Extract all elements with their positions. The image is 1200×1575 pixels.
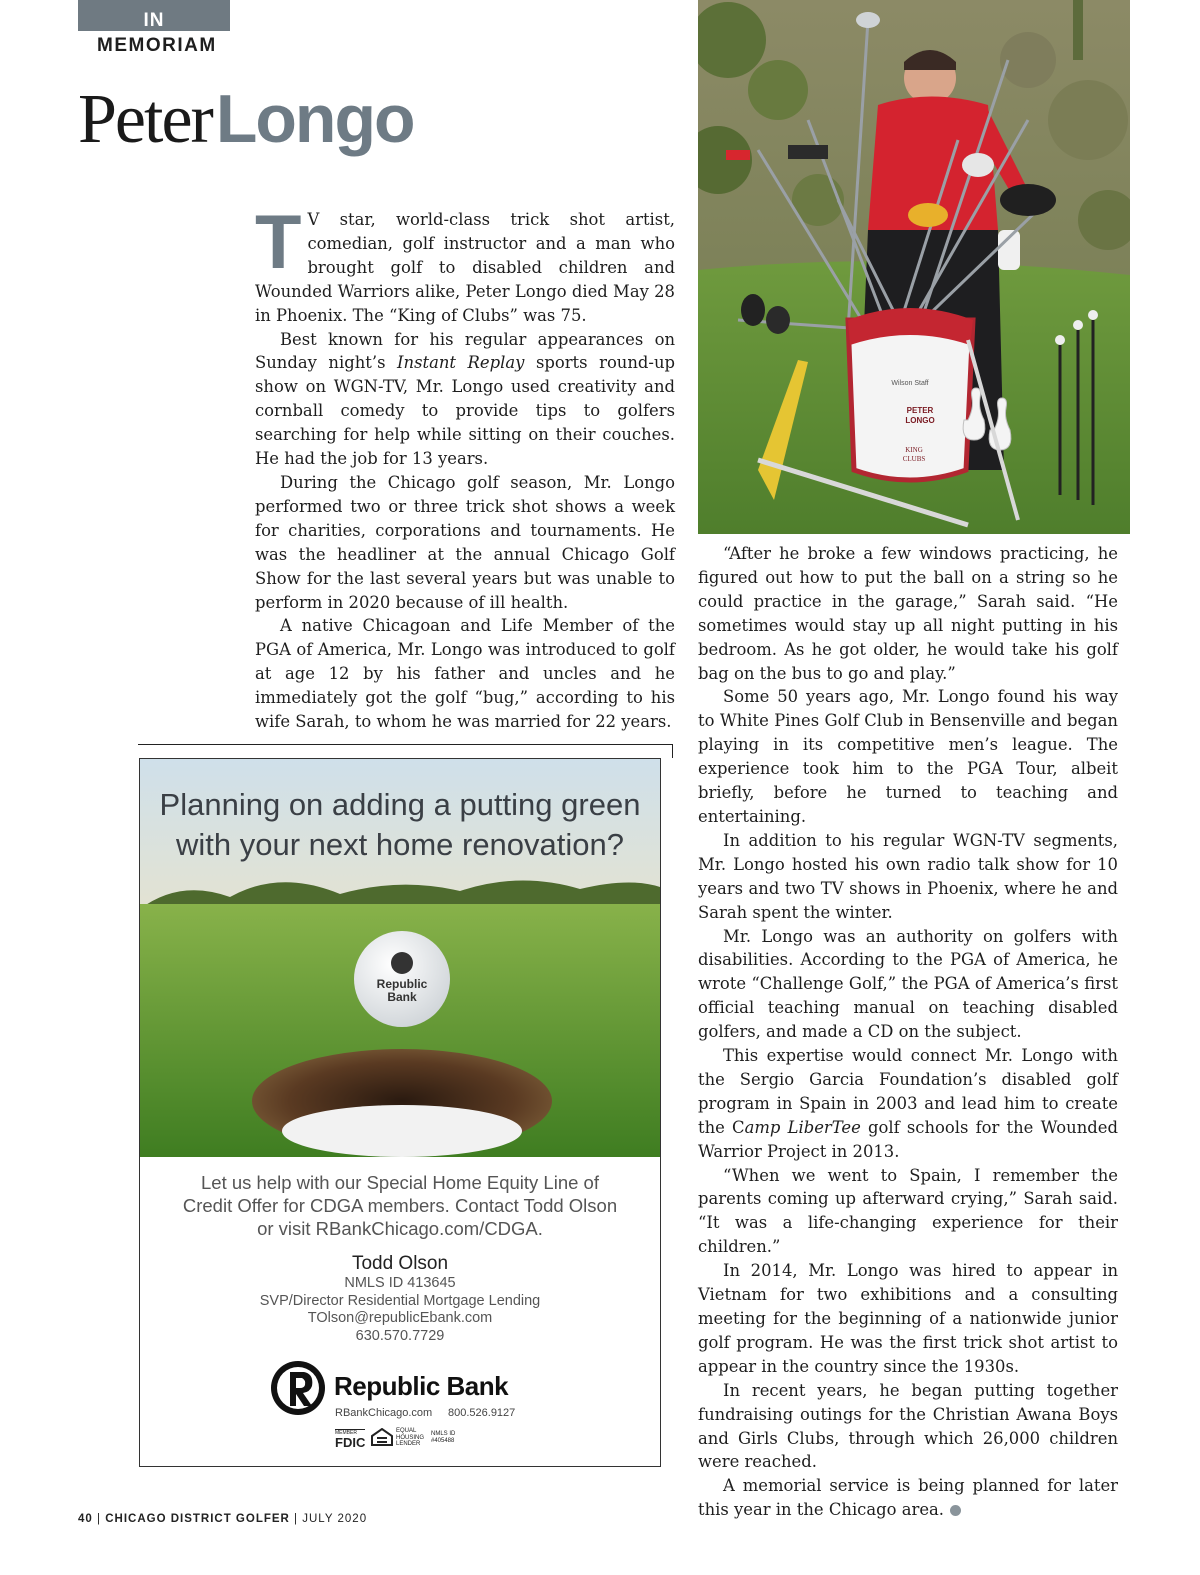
fdic-member-label: MEMBER: [335, 1430, 357, 1436]
ehl-line1: EQUAL: [396, 1428, 417, 1434]
ad-bank-name: Republic Bank: [334, 1371, 509, 1401]
bag-crest-line1: KING: [905, 446, 923, 454]
article-paragraph-13: [698, 1474, 1118, 1522]
section-tag-line2: MEMORIAM: [97, 35, 217, 56]
fdic-label: FDIC: [335, 1435, 366, 1450]
ad-body-copy: [140, 1171, 660, 1240]
paragraph-13-text: A memorial service is being planned for later this year in the Chicago area.: [698, 1476, 1118, 1520]
ad-body-line1: Let us help with our Special Home Equity Line of: [201, 1172, 599, 1193]
ad-contact-email[interactable]: TOlson@republicEbank.com: [307, 1310, 493, 1326]
article-paragraph-1: [255, 200, 675, 328]
end-mark-icon: [950, 1505, 961, 1516]
article-paragraph-7: In addition to his regular WGN-TV segments, Mr. Longo hosted his own radio talk show for 10 years and two TV shows in Phoenix, where he and Sarah spent the winter.: [698, 830, 1118, 922]
ad-body-line3[interactable]: or visit RBankChicago.com/CDGA.: [257, 1218, 543, 1239]
ad-bank-url[interactable]: RBankChicago.com: [335, 1407, 433, 1419]
peter-longo-photo: [698, 0, 1130, 534]
page-footer: [78, 1513, 367, 1525]
ad-contact-info: [140, 1275, 660, 1345]
ehl-line2: HOUSING: [396, 1434, 425, 1441]
show-title-italic: Instant Replay: [397, 353, 525, 373]
article-paragraph-10: “When we went to Spain, I remember the parents coming up afterward crying,” Sarah said. “It was a life-changing experience for their children.”: [698, 1165, 1118, 1257]
article-paragraph-12: In recent years, he began putting together fundraising outings for the Christian Awana Boys and Girls Clubs, through which 26,000 children were reached.: [698, 1380, 1118, 1472]
bank-nmls-line2: #405488: [431, 1437, 455, 1444]
fdic-member-badge: [335, 1429, 365, 1449]
equal-housing-lender-text: [396, 1428, 430, 1448]
headline-last-name: Longo: [215, 81, 414, 157]
headline-first-name: Peter: [78, 81, 212, 158]
ball-logo-line1: Republic: [376, 977, 428, 991]
footer-separator: |: [97, 1513, 101, 1525]
paragraph-2-text-b: sports round-up show on WGN-TV, Mr. Longo used creativity and cornball comedy to provide tips to golfers searching for help while sitting on their couches. He had the job for 13 years.: [255, 353, 676, 469]
ad-body-line2: Credit Offer for CDGA members. Contact Todd Olson: [182, 1195, 618, 1216]
ad-headline: [140, 785, 660, 865]
ball-logo-line2: Bank: [387, 990, 417, 1004]
page-number: 40: [78, 1513, 93, 1525]
paragraph-9-text-a: This expertise would connect Mr. Longo with the Sergio Garcia Foundation’s disabled golf program in Spain in 2003 and lead him to create the C: [698, 1046, 1118, 1137]
article-paragraph-6: Some 50 years ago, Mr. Longo found his way to White Pines Golf Club in Bensenville and began playing in its competitive men’s league. The experience took him to the PGA Tour, albeit briefly, before he turned to teaching and entertaining.: [698, 687, 1118, 826]
bank-nmls-id: [431, 1431, 463, 1444]
paragraph-9-text-b: golf schools for the Wounded Warrior Project in 2013.: [698, 1117, 1118, 1161]
ehl-line3: LENDER: [396, 1441, 421, 1447]
paragraph-1-text: V star, world-class trick shot artist, comedian, golf instructor and a man who brought golf to disabled children and Wounded Warriors alike, Peter Longo died May 28 in Phoenix. The “King of Clubs” was 75.: [255, 210, 675, 325]
article-headline: [78, 81, 414, 158]
ad-divider-rule: [138, 744, 673, 745]
article-paragraph-4: A native Chicagoan and Life Member of the PGA of America, Mr. Longo was introduced to golf at age 12 by his father and uncles and he immediately got the golf “bug,” according to his wife Sarah, to whom he was married for 22 years.: [255, 616, 675, 732]
magazine-name: CHICAGO DISTRICT GOLFER: [105, 1513, 290, 1525]
ad-contact-name: Todd Olson: [351, 1253, 449, 1274]
bank-nmls-line1: NMLS ID: [431, 1431, 456, 1437]
ad-divider-rule-tick: [672, 744, 673, 758]
footer-separator-2: |: [294, 1513, 299, 1525]
issue-date: JULY 2020: [302, 1513, 368, 1525]
ad-contact-title: SVP/Director Residential Mortgage Lending: [259, 1292, 541, 1309]
equal-housing-icon: [370, 1428, 394, 1446]
ad-headline-line1: Planning on adding a putting green: [159, 787, 641, 822]
republic-bank-logo-icon: [270, 1360, 326, 1416]
ad-headline-line2: with your next home renovation?: [175, 827, 625, 862]
photo-illustration: [698, 0, 1130, 534]
article-paragraph-5: “After he broke a few windows practicing, he figured out how to put the ball on a string so he could practice in the garage,” Sarah said. “He sometimes would stay up all night putting in his bedroom. As he got older, he would take his golf bag on the bus to go and play.”: [698, 544, 1118, 683]
bag-crest-line2: CLUBS: [902, 455, 926, 463]
section-tag-line1: IN: [143, 10, 165, 31]
article-column-right: [698, 542, 1118, 1522]
article-paragraph-2: [255, 328, 675, 471]
program-name-italic: amp LiberTee: [744, 1117, 861, 1137]
ad-bank-phone: 800.526.9127: [448, 1407, 516, 1419]
article-paragraph-8: Mr. Longo was an authority on golfers with disabilities. According to the PGA of America, he wrote “Challenge Golf,” the PGA of America’s first official teaching manual on teaching disabled golfers, and made a CD on the subject.: [698, 926, 1118, 1042]
article-paragraph-3: During the Chicago golf season, Mr. Longo performed two or three trick shot shows a week for charities, corporations and tournaments. He was the headliner at the annual Chicago Golf Show for the last several years but was unable to perform in 2020 because of ill health.: [255, 472, 675, 612]
drop-cap: T: [255, 200, 302, 285]
bag-name-line2: LONGO: [905, 416, 935, 425]
section-tag: [78, 0, 230, 31]
article-paragraph-11: In 2014, Mr. Longo was hired to appear in Vietnam for two exhibitions and a consulting meeting for the beginning of a nationwide junior golf program. He was the first trick shot artist to appear in the country since the 1930s.: [698, 1261, 1118, 1376]
article-column-left: [255, 200, 676, 734]
paragraph-2-text-a: Best known for his regular appearances on Sunday night’s: [255, 329, 675, 373]
ad-contact-phone[interactable]: 630.570.7729: [355, 1327, 445, 1344]
bag-name-line1: PETER: [906, 406, 934, 415]
bag-brand-text: Wilson Staff: [891, 380, 929, 387]
ad-contact-nmls: NMLS ID 413645: [344, 1275, 456, 1291]
republic-bank-advertisement[interactable]: [139, 758, 661, 1467]
article-paragraph-9: [698, 1044, 1118, 1164]
